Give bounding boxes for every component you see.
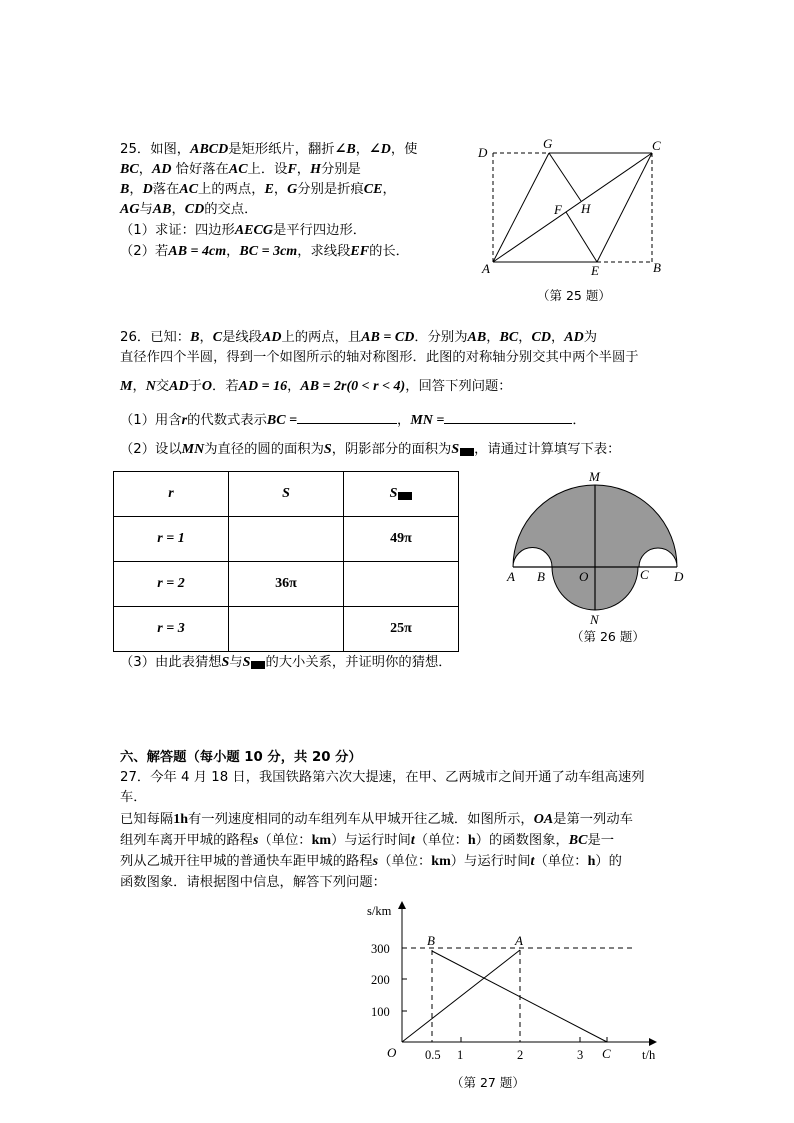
math: AB xyxy=(152,202,172,217)
math: 1h xyxy=(173,812,188,827)
figure-25-caption: （第 25 题） xyxy=(537,288,611,303)
text: 为 xyxy=(583,330,597,345)
x-tick-0.5: 0.5 xyxy=(425,1048,441,1062)
label-N: N xyxy=(590,612,599,627)
math: G xyxy=(287,182,298,197)
q26-sub-1 xyxy=(120,411,586,430)
q26-sub-3 xyxy=(120,654,452,672)
text: 已知每隔 xyxy=(120,812,174,827)
q26-table xyxy=(113,471,459,652)
text: r = 1 xyxy=(157,531,185,546)
math: B xyxy=(190,330,200,345)
math: BC xyxy=(120,162,139,177)
cell-s[interactable] xyxy=(229,607,344,652)
text: 是平行四边形． xyxy=(272,223,367,238)
math: BC = xyxy=(266,413,298,428)
text: 有一列速度相同的动车组列车从甲城开往乙城．如图所示， xyxy=(187,812,534,827)
q25-line-2 xyxy=(120,161,361,179)
line-BC xyxy=(432,951,607,1042)
text: （2）若 xyxy=(120,244,169,259)
math: h xyxy=(467,833,476,848)
q25-sub-2 xyxy=(120,243,409,261)
mn-answer-blank[interactable] xyxy=(444,411,572,424)
math: OA xyxy=(533,812,554,827)
y-tick-100: 100 xyxy=(371,1005,390,1019)
figure-25-diagram xyxy=(470,135,680,278)
math: AECG xyxy=(234,223,273,238)
bc-answer-blank[interactable] xyxy=(297,411,397,424)
q25-line-4 xyxy=(120,201,257,219)
text: 组列车离开甲城的路程 xyxy=(120,833,253,848)
q26-number: 26．已知： xyxy=(120,330,191,345)
text: ，请通过计算填写下表： xyxy=(474,442,621,457)
q26-sub-2 xyxy=(120,441,620,459)
cell-s: 36π xyxy=(229,562,344,607)
text: （1）求证：四边形 xyxy=(120,223,235,238)
label-B: B xyxy=(653,260,661,275)
q27-line-4 xyxy=(120,832,614,850)
math: AC xyxy=(228,162,248,177)
text: ， xyxy=(132,379,146,394)
text: 的大小关系，并证明你的猜想． xyxy=(265,655,452,670)
text: 分别是 xyxy=(320,162,361,177)
x-tick-3: 3 xyxy=(577,1048,584,1062)
math: km xyxy=(311,833,332,848)
text: 恰好落在 xyxy=(171,162,229,177)
cell-r xyxy=(114,607,229,652)
figure-27-caption: （第 27 题） xyxy=(451,1075,525,1090)
label-B: B xyxy=(537,569,545,584)
text: ， xyxy=(287,379,301,394)
q27-line-6: 函数图象．请根据图中信息，解答下列问题： xyxy=(120,875,386,890)
x-tick-1: 1 xyxy=(457,1048,464,1062)
math: AD xyxy=(261,330,282,345)
math: s xyxy=(252,833,259,848)
math: O xyxy=(201,379,213,394)
text: ， xyxy=(129,182,143,197)
math: r xyxy=(181,413,188,428)
q25-line-3 xyxy=(120,181,396,199)
math: E xyxy=(264,182,274,197)
math: S xyxy=(221,655,230,670)
label-D: D xyxy=(478,145,488,160)
q27-line-2: 车． xyxy=(120,790,147,805)
table-row xyxy=(114,562,459,607)
q26-line-2: 直径作四个半圆，得到一个如图所示的轴对称图形．此图的对称轴分别交其中两个半圆于 xyxy=(120,350,639,365)
math: AB xyxy=(467,330,487,345)
math: M xyxy=(120,379,133,394)
math: CD xyxy=(184,202,205,217)
label-A: A xyxy=(507,569,515,584)
cell-s-shadow: 25π xyxy=(344,607,459,652)
text: r = 3 xyxy=(157,621,185,636)
q25-sub-1 xyxy=(120,222,366,240)
text: ， xyxy=(138,162,152,177)
y-tick-200: 200 xyxy=(371,973,390,987)
label-F: F xyxy=(554,202,562,217)
math: BC xyxy=(499,330,519,345)
text: 的代数式表示 xyxy=(187,413,267,428)
math: BC xyxy=(568,833,588,848)
text: （单位： xyxy=(414,833,468,848)
text: ， xyxy=(199,330,213,345)
q27-line-3 xyxy=(120,811,633,829)
math: H xyxy=(310,162,321,177)
text: 是第一列动车 xyxy=(553,812,633,827)
math: AB = 2r(0 < r < 4) xyxy=(300,379,406,394)
text: ， xyxy=(518,330,532,345)
text: （1）用含 xyxy=(120,413,182,428)
subscript-shadow xyxy=(460,448,474,456)
math: BC = 3cm xyxy=(239,244,298,259)
text: ， xyxy=(550,330,565,345)
header-r xyxy=(114,472,229,517)
label-A: A xyxy=(515,933,523,948)
math: AD = 16 xyxy=(238,379,288,394)
text: ，求线段 xyxy=(297,244,351,259)
text: 的交点． xyxy=(204,202,258,217)
text: 为直径的圆的面积为 xyxy=(204,442,324,457)
text: 与 xyxy=(229,655,243,670)
figure-26-diagram xyxy=(495,465,695,650)
label-C: C xyxy=(602,1046,611,1061)
text: 上的两点， xyxy=(198,182,265,197)
subscript-shadow xyxy=(398,492,412,500)
label-G: G xyxy=(543,136,553,151)
text: 交 xyxy=(155,379,170,394)
math: MN xyxy=(181,442,205,457)
text: 是矩形纸片，翻折 xyxy=(228,142,335,157)
math: ABCD xyxy=(190,142,229,157)
text: 上的两点，且 xyxy=(281,330,362,345)
table-header-row xyxy=(114,472,459,517)
math: N xyxy=(145,379,156,394)
text: ， xyxy=(382,182,396,197)
math: AD xyxy=(151,162,172,177)
math: ∠D xyxy=(368,142,391,157)
text: ）与运行时间 xyxy=(331,833,411,848)
subscript-shadow xyxy=(251,661,265,669)
q25-line-1 xyxy=(120,141,417,159)
math: AG xyxy=(120,202,140,217)
figure-26-caption: （第 26 题） xyxy=(571,629,645,644)
text: ， xyxy=(171,202,185,217)
text: ，回答下列问题： xyxy=(405,379,512,394)
cell-s[interactable] xyxy=(229,517,344,562)
text: r = 2 xyxy=(157,576,185,591)
math: D xyxy=(142,182,153,197)
text: ）的函数图象， xyxy=(475,833,569,848)
text: 与 xyxy=(139,202,153,217)
label-M: M xyxy=(589,469,600,484)
text: ．分别为 xyxy=(414,330,468,345)
x-axis-label: t/h xyxy=(642,1048,656,1062)
text: 的长． xyxy=(369,244,409,259)
text: ， xyxy=(296,162,311,177)
text: r xyxy=(168,486,174,501)
math: AB = 4cm xyxy=(168,244,227,259)
text: （单位： xyxy=(258,833,312,848)
text: ， xyxy=(226,244,240,259)
header-s xyxy=(229,472,344,517)
math: t xyxy=(530,854,535,869)
text: 落在 xyxy=(152,182,180,197)
text: ， xyxy=(486,330,500,345)
q27-line-1: 27．今年 4 月 18 日，我国铁路第六次大提速，在甲、乙两城市之间开通了动车组高速列 xyxy=(120,770,645,785)
text: ， xyxy=(397,413,411,428)
label-H: H xyxy=(581,201,591,216)
math: S xyxy=(323,442,332,457)
figure-27-chart xyxy=(355,895,675,1070)
label-C: C xyxy=(640,567,649,582)
label-O: O xyxy=(387,1045,397,1060)
math: EF xyxy=(350,244,370,259)
line-OA xyxy=(402,950,520,1042)
cell-r xyxy=(114,517,229,562)
table-row xyxy=(114,517,459,562)
q26-line-3 xyxy=(120,378,512,396)
math: km xyxy=(431,854,451,869)
cell-r xyxy=(114,562,229,607)
text: 是一 xyxy=(587,833,615,848)
label-C: C xyxy=(652,138,661,153)
y-axis-label: s/km xyxy=(367,904,392,918)
label-A: A xyxy=(482,261,490,276)
text: ． xyxy=(572,413,586,428)
math: CE xyxy=(363,182,383,197)
math: ∠B xyxy=(334,142,356,157)
text: （3）由此表猜想 xyxy=(120,655,222,670)
text: ， xyxy=(273,182,288,197)
section-6-heading: 六、解答题（每小题 10 分，共 20 分） xyxy=(120,750,362,765)
text: （单位： xyxy=(378,854,432,869)
text: ）与运行时间 xyxy=(450,854,531,869)
text: 列从乙城开往甲城的普通快车距甲城的路程 xyxy=(120,854,373,869)
math: AB = CD xyxy=(361,330,415,345)
text: ，使 xyxy=(390,142,418,157)
x-tick-2: 2 xyxy=(517,1048,524,1062)
label-O: O xyxy=(579,569,589,584)
text: S xyxy=(282,486,290,501)
math: AD xyxy=(169,379,189,394)
text: 分别是折痕 xyxy=(297,182,364,197)
math: B xyxy=(120,182,130,197)
label-B: B xyxy=(427,933,435,948)
math: AD xyxy=(564,330,584,345)
text: ）的 xyxy=(595,854,622,869)
math: C xyxy=(212,330,223,345)
table-row xyxy=(114,607,459,652)
label-D: D xyxy=(674,569,684,584)
math: t xyxy=(410,833,415,848)
text: 是线段 xyxy=(222,330,262,345)
math: AC xyxy=(179,182,199,197)
q26-line-1 xyxy=(120,329,597,347)
text: ．若 xyxy=(212,379,239,394)
math: S xyxy=(242,655,251,670)
text: ， xyxy=(355,142,369,157)
math: s xyxy=(372,854,379,869)
math: S xyxy=(451,442,460,457)
cell-s-shadow[interactable] xyxy=(344,562,459,607)
text: （2）设以 xyxy=(120,442,182,457)
text: 于 xyxy=(188,379,202,394)
cell-s-shadow: 49π xyxy=(344,517,459,562)
y-tick-300: 300 xyxy=(371,942,390,956)
text: 上．设 xyxy=(247,162,288,177)
math: h xyxy=(587,854,596,869)
q25-number: 25．如图， xyxy=(120,142,191,157)
math: F xyxy=(287,162,297,177)
text: ，阴影部分的面积为 xyxy=(331,442,452,457)
text: （单位： xyxy=(534,854,588,869)
header-s-shadow: S xyxy=(344,472,459,517)
math: MN = xyxy=(410,413,445,428)
q27-line-5 xyxy=(120,853,622,871)
label-E: E xyxy=(591,263,599,278)
math: CD xyxy=(531,330,551,345)
